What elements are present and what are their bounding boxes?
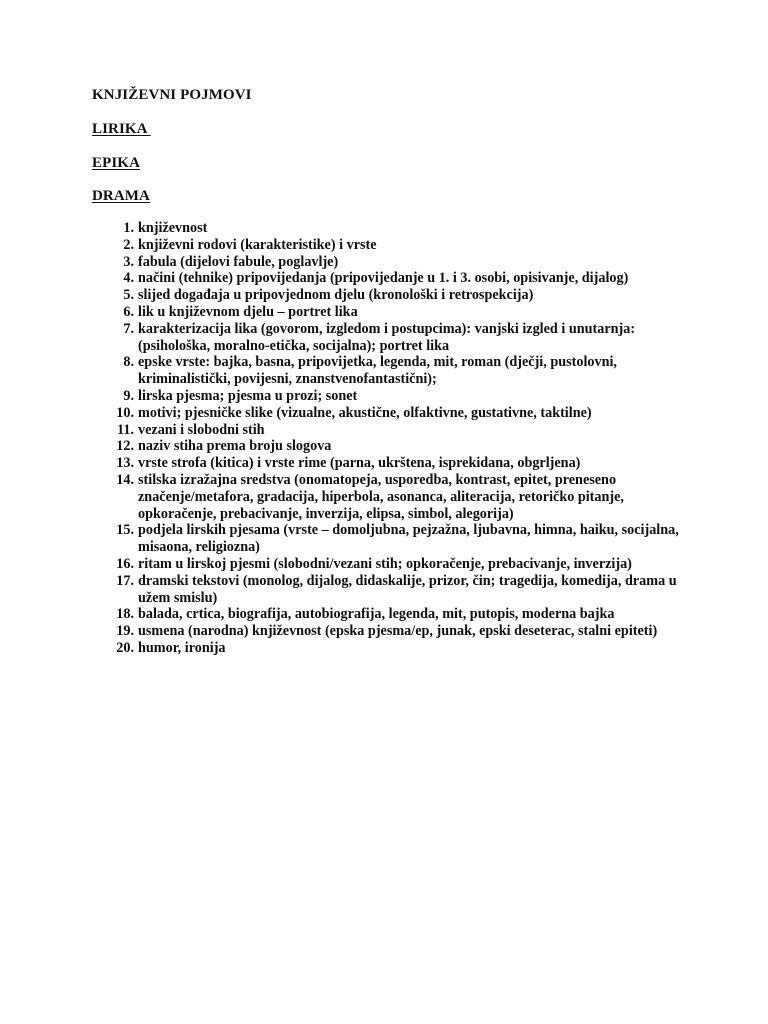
- list-item-number: 15.: [116, 522, 134, 539]
- list-item: [92, 304, 692, 321]
- list-item-text: motivi; pjesničke slike (vizualne, akustične, olfaktivne, gustativne, taktilne): [138, 404, 592, 421]
- list-item-text: vrste strofa (kitica) i vrste rime (parna, ukrštena, isprekidana, obgrljena): [138, 455, 581, 472]
- list-item-text: lirska pjesma; pjesma u prozi; sonet: [138, 387, 358, 404]
- list-item: [92, 354, 692, 388]
- list-item: [92, 606, 692, 623]
- list-item-number: 5.: [123, 287, 134, 304]
- list-item: [92, 237, 692, 254]
- list-item: [92, 254, 692, 271]
- list-item-number: 6.: [123, 303, 134, 320]
- list-item: [92, 472, 692, 522]
- list-item: [92, 422, 692, 439]
- list-item-text: vezani i slobodni stih: [138, 421, 265, 438]
- document-title: KNJIŽEVNI POJMOVI: [92, 87, 252, 103]
- list-item-number: 1.: [123, 220, 134, 236]
- section-heading-epika: EPIKA: [92, 155, 141, 171]
- list-item-text: ritam u lirskoj pjesmi (slobodni/vezani stih; opkoračenje, prebacivanje, inverzija): [138, 555, 632, 572]
- list-item-text: balada, crtica, biografija, autobiografija, legenda, mit, putopis, moderna bajka: [138, 606, 615, 623]
- list-item-number: 10.: [116, 404, 134, 421]
- list-item-text: fabula (dijelovi fabule, poglavlje): [138, 253, 339, 270]
- list-item-text: načini (tehnike) pripovijedanja (pripovijedanje u 1. i 3. osobi, opisivanje, dijalog): [138, 270, 629, 287]
- list-item-number: 12.: [116, 438, 134, 455]
- list-item-text: stilska izražajna sredstva (onomatopeja, usporedba, kontrast, epitet, preneseno značenje/metafora, gradacija, hiperbola, asonanca, aliteracija, retoričko pitanje, opkoračenje, prebacivanje, inverzija, elipsa, simbol, alegorija): [138, 471, 624, 522]
- list-item-number: 13.: [116, 455, 134, 472]
- list-item: [92, 640, 692, 657]
- list-item: [92, 388, 692, 405]
- list-item-number: 11.: [117, 421, 134, 438]
- list-item-number: 16.: [116, 555, 134, 572]
- list-item: [92, 522, 692, 556]
- list-item-text: usmena (narodna) književnost (epska pjesma/ep, junak, epski deseterac, stalni epiteti): [138, 623, 658, 640]
- list-item: [92, 405, 692, 422]
- list-item-text: naziv stiha prema broju slogova: [138, 438, 332, 455]
- list-item-number: 20.: [116, 639, 134, 656]
- list-item-text: lik u književnom djelu – portret lika: [138, 303, 358, 320]
- list-item-number: 4.: [123, 270, 134, 287]
- list-item: [92, 623, 692, 640]
- list-item-number: 17.: [116, 572, 134, 589]
- list-item-number: 8.: [123, 354, 134, 371]
- list-item: [92, 287, 692, 304]
- list-item: [92, 455, 692, 472]
- list-item: [92, 573, 692, 607]
- list-item-text: humor, ironija: [138, 639, 226, 656]
- list-item-text: slijed događaja u pripovjednom djelu (kronološki i retrospekcija): [138, 287, 534, 304]
- list-item-text: književni rodovi (karakteristike) i vrste: [138, 236, 377, 253]
- list-item-number: 9.: [123, 387, 134, 404]
- list-item: [92, 321, 692, 355]
- list-item-text: književnost: [138, 220, 208, 236]
- concept-list: [92, 220, 692, 657]
- list-item-number: 2.: [123, 236, 134, 253]
- list-item-text: karakterizacija lika (govorom, izgledom i postupcima): vanjski izgled i unutarnja: (psihološka, moralno-etička, socijalna); portret lika: [138, 320, 636, 354]
- list-item: [92, 438, 692, 455]
- list-item: [92, 270, 692, 287]
- list-item-text: podjela lirskih pjesama (vrste – domoljubna, pejzažna, ljubavna, himna, haiku, socijalna, misaona, religiozna): [138, 522, 679, 556]
- list-item: [92, 220, 692, 237]
- section-heading-drama: DRAMA: [92, 188, 150, 204]
- section-heading-lirika: LIRIKA: [92, 121, 151, 137]
- list-item-text: dramski tekstovi (monolog, dijalog, didaskalije, prizor, čin; tragedija, komedija, drama u užem smislu): [138, 572, 677, 606]
- list-item: [92, 556, 692, 573]
- list-item-number: 18.: [116, 606, 134, 623]
- list-item-number: 7.: [123, 320, 134, 337]
- list-item-number: 3.: [123, 253, 134, 270]
- list-item-text: epske vrste: bajka, basna, pripovijetka, legenda, mit, roman (dječji, pustolovni, kriminalistički, povijesni, znanstvenofantastični);: [138, 354, 617, 388]
- list-item-number: 14.: [116, 471, 134, 488]
- list-item-number: 19.: [116, 623, 134, 640]
